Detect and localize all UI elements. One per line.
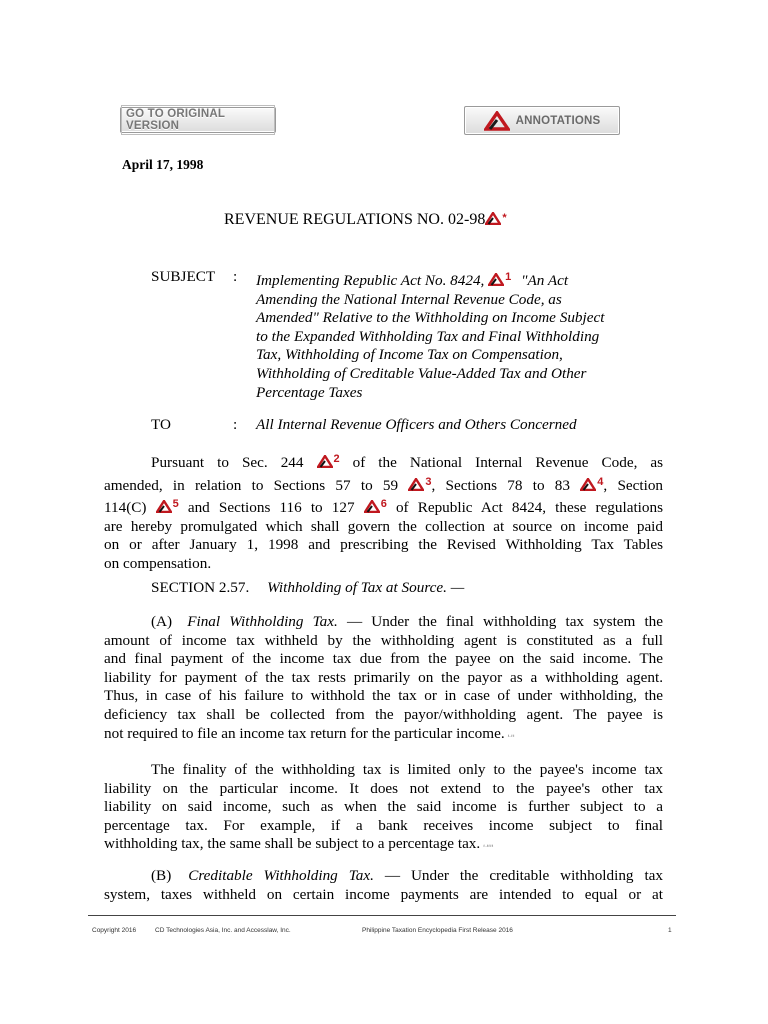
text-span: and Sections 116 to 127 — [187, 499, 355, 517]
text-line: liability on said income, such as when the said income is further subject to a — [104, 798, 663, 816]
subject-line: Amended" Relative to the Withholding on Income Subject — [256, 309, 605, 327]
footer-company: CD Technologies Asia, Inc. and Accesslaw, Inc. — [155, 927, 291, 934]
text-span: — Under the final withholding tax system the — [346, 613, 664, 630]
subject-line: "An Act — [521, 272, 569, 289]
paragraph-b — [104, 867, 663, 904]
subject-colon: : — [233, 268, 238, 285]
annotation-icon[interactable] — [364, 500, 380, 513]
text-span: Pursuant to Sec. 244 — [151, 454, 304, 471]
text-line: are hereby promulgated which shall govern the collection at source on income paid — [104, 517, 663, 535]
footer-rule — [88, 915, 676, 916]
subject-line: Implementing Republic Act No. 8424, — [256, 272, 485, 289]
subject-line: Withholding of Creditable Value-Added Tax and Other — [256, 364, 587, 382]
subject-line: Percentage Taxes — [256, 383, 363, 401]
text-line — [104, 867, 663, 886]
annotations-button[interactable] — [464, 106, 620, 135]
finality-paragraph — [104, 761, 663, 856]
subject-line: to the Expanded Withholding Tax and Final Withholding — [256, 327, 600, 345]
text-span: amended, in relation to Sections 57 to 59 — [104, 476, 399, 494]
footnote-1[interactable]: 1 — [505, 271, 512, 283]
annotation-icon[interactable] — [580, 478, 596, 491]
text-line: on or after January 1, 1998 and prescribing the Revised Withholding Tax Tables — [104, 536, 663, 554]
text-span: withholding tax, the same shall be subject to a percentage tax. — [104, 835, 481, 853]
preamble-paragraph — [104, 450, 663, 574]
text-line — [104, 725, 663, 746]
go-to-original-version-button[interactable] — [120, 107, 276, 133]
paragraph-a — [104, 613, 663, 745]
text-span: of the National Internal Revenue Code, as — [352, 454, 664, 471]
annotation-logo-icon — [484, 111, 510, 131]
text-span: 114(C) — [104, 499, 147, 517]
footnote-6[interactable]: 6 — [380, 498, 387, 511]
subject-line: Tax, Withholding of Income Tax on Compensation, — [256, 346, 563, 364]
hidden-marker: ℓ..ℓℓ — [507, 733, 515, 738]
footnote-5[interactable]: 5 — [172, 498, 179, 511]
text-span: (A) — [151, 613, 173, 630]
text-line: deficiency tax shall be collected from the payor/withholding agent. The payee is — [104, 705, 663, 723]
text-span: (B) — [151, 867, 172, 884]
footnote-3[interactable]: 3 — [425, 475, 432, 488]
section-title: Withholding of Tax at Source. — — [267, 579, 465, 596]
annotation-icon[interactable] — [408, 478, 424, 491]
text-line — [104, 450, 663, 473]
text-span: , Section — [603, 476, 664, 494]
to-label: TO — [151, 416, 171, 433]
section-number: SECTION 2.57. — [151, 579, 250, 596]
text-line — [104, 835, 663, 856]
text-line: liability for payment of the tax rests primarily on the payor as a withholding agent. — [104, 668, 663, 686]
text-line — [104, 473, 663, 496]
footer-page-number: 1 — [668, 927, 672, 934]
to-colon: : — [233, 416, 238, 433]
text-line: percentage tax. For example, if a bank receives income subject to final — [104, 816, 663, 834]
hidden-marker: ℓ..ℓℓℓℓ — [483, 844, 494, 849]
paragraph-heading: Final Withholding Tax. — [187, 613, 338, 630]
text-span: of Republic Act 8424, these regulations — [395, 499, 663, 517]
regulation-title-text: REVENUE REGULATIONS NO. 02-98 — [224, 211, 486, 228]
subject-text — [256, 268, 656, 402]
text-line: The finality of the withholding tax is limited only to the payee's income tax — [151, 761, 663, 778]
text-span: — Under the creditable withholding tax — [384, 867, 664, 884]
text-span: not required to file an income tax return for the particular income. — [104, 724, 505, 742]
text-line: on compensation. — [104, 554, 212, 572]
text-line: liability on the particular income. It does not extend to the payee's other tax — [104, 779, 663, 797]
footnote-4[interactable]: 4 — [597, 475, 604, 488]
footnote-2[interactable]: 2 — [333, 453, 340, 465]
text-line: and final payment of the income tax due from the payee on the said income. The — [104, 650, 663, 668]
go-to-original-version-label: GO TO ORIGINAL VERSION — [121, 105, 275, 135]
text-line: system, taxes withheld on certain income payments are intended to equal or at — [104, 885, 663, 903]
text-line: Thus, in case of his failure to withhold the tax or in case of under withholding, the — [104, 687, 663, 705]
annotations-label: ANNOTATIONS — [515, 114, 601, 127]
subject-label: SUBJECT — [151, 268, 216, 285]
subject-line: Amending the National Internal Revenue Code, as — [256, 290, 562, 308]
text-line — [104, 495, 663, 518]
to-value: All Internal Revenue Officers and Others Concerned — [256, 416, 577, 433]
annotation-icon[interactable] — [317, 455, 333, 468]
text-line — [104, 613, 663, 632]
annotation-icon[interactable] — [485, 212, 501, 225]
footer-copyright: Copyright 2016 — [92, 927, 137, 934]
title-footnote-marker[interactable]: * — [502, 212, 507, 224]
text-span: , Sections 78 to 83 — [431, 476, 570, 494]
annotation-icon[interactable] — [488, 273, 504, 286]
text-line: amount of income tax withheld by the withholding agent is constituted as a full — [104, 631, 663, 649]
section-heading — [151, 579, 464, 598]
document-date: April 17, 1998 — [122, 157, 204, 172]
regulation-title — [224, 211, 507, 229]
paragraph-heading: Creditable Withholding Tax. — [188, 867, 374, 884]
footer-release: Philippine Taxation Encyclopedia First Release 2016 — [362, 927, 513, 934]
annotation-icon[interactable] — [156, 500, 172, 513]
